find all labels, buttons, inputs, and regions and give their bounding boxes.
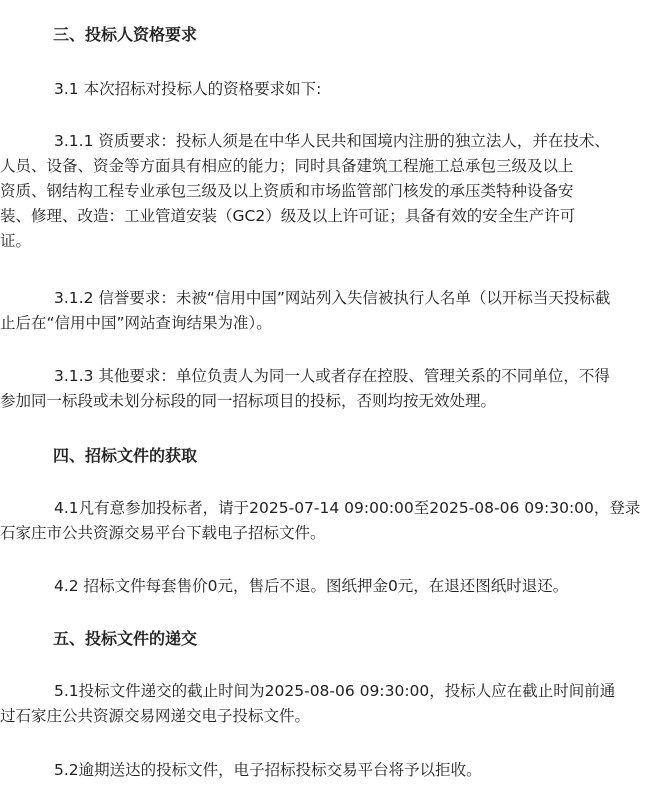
paragraph: [0, 679, 615, 729]
paragraph-line: 5.1投标文件递交的截止时间为2025-08-06 09:30:00，投标人应在截止时间前通: [54, 682, 616, 700]
paragraph-line: 4.1凡有意参加投标者，请于2025-07-14 09:00:00至2025-08-06 09:30:00，登录: [54, 499, 641, 517]
paragraph: [0, 496, 640, 546]
paragraph-line: 5.2逾期送达的投标文件，电子招标投标交易平台将予以拒收。: [54, 761, 482, 779]
paragraph-line: 3.1.3 其他要求：单位负责人为同一人或者存在控股、管理关系的不同单位，不得: [54, 367, 610, 385]
section-heading: 三、投标人资格要求: [53, 25, 198, 44]
paragraph-line: 4.2 招标文件每套售价0元，售后不退。图纸押金0元，在退还图纸时退还。: [54, 577, 569, 595]
paragraph-line: 参加同一标段或未划分标段的同一招标项目的投标，否则均按无效处理。: [0, 392, 497, 410]
paragraph-line: 止后在“信用中国”网站查询结果为准）。: [0, 314, 272, 332]
paragraph-line: 3.1.1 资质要求：投标人须是在中华人民共和国境内注册的独立法人，并在技术、: [54, 132, 610, 150]
paragraph-line: 资质、钢结构工程专业承包三级及以上资质和市场监管部门核发的承压类特种设备安: [0, 182, 574, 200]
paragraph: [0, 286, 610, 336]
paragraph-line: 装、修理、改造：工业管道安装（GC2）级及以上许可证；具备有效的安全生产许可: [0, 207, 576, 225]
paragraph: [0, 129, 610, 254]
paragraph: [0, 574, 568, 599]
paragraph-line: 3.1.2 信誉要求：未被“信用中国”网站列入失信被执行人名单（以开标当天投标截: [54, 289, 611, 307]
paragraph: [0, 77, 321, 102]
paragraph: [0, 364, 610, 414]
section-heading: 五、投标文件的递交: [53, 629, 198, 648]
paragraph-line: 3.1 本次招标对投标人的资格要求如下:: [54, 80, 322, 98]
section-heading: 四、招标文件的获取: [53, 446, 198, 465]
paragraph-line: 人员、设备、资金等方面具有相应的能力；同时具备建筑工程施工总承包三级及以上: [0, 157, 574, 175]
paragraph-line: 过石家庄公共资源交易网递交电子投标文件。: [0, 707, 311, 725]
paragraph: [0, 758, 482, 783]
paragraph-line: 证。: [0, 232, 32, 250]
paragraph-line: 石家庄市公共资源交易平台下载电子招标文件。: [0, 524, 326, 542]
